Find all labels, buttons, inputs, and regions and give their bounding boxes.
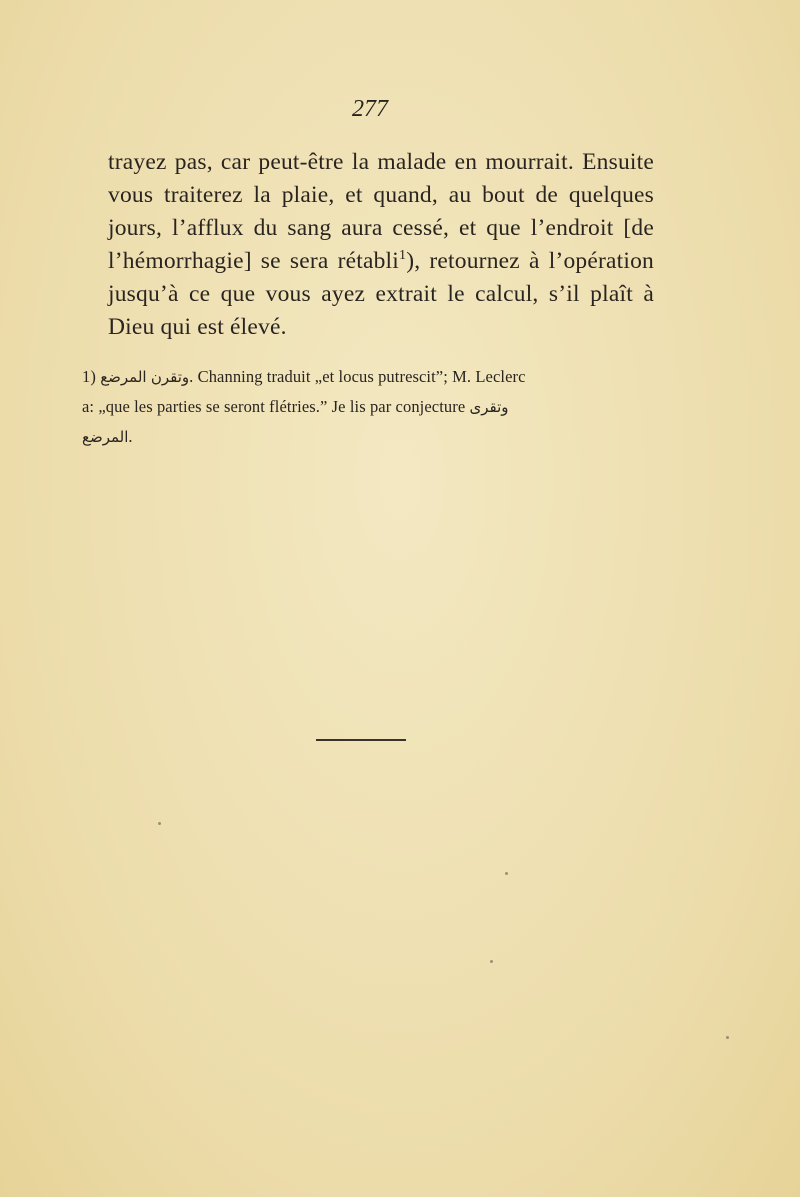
body-text bbox=[108, 146, 654, 344]
arabic-word: وتقرن bbox=[150, 368, 190, 386]
page-number: 277 bbox=[352, 96, 388, 122]
arabic-word: المرضع bbox=[82, 428, 129, 446]
text-line: Dieu qui est élevé. bbox=[108, 314, 287, 340]
footnote bbox=[82, 362, 526, 452]
separator-rule bbox=[316, 739, 406, 741]
text-fragment: ), retournez à l’opération bbox=[406, 248, 654, 274]
footnote-reference: 1 bbox=[399, 248, 407, 264]
arabic-word: المرضع bbox=[100, 368, 147, 386]
paper-speck bbox=[726, 1036, 729, 1039]
footnote-marker: 1) bbox=[82, 367, 96, 386]
text-line: vous traiterez la plaie, et quand, au bout de quelques bbox=[108, 182, 654, 208]
footnote-text: a: „que les parties se seront flétries.” Je lis par conjecture bbox=[82, 397, 466, 416]
text-line: jusqu’à ce que vous ayez extrait le calcul, s’il plaît à bbox=[108, 281, 654, 307]
paper-speck bbox=[490, 960, 493, 963]
footnote-text: . bbox=[128, 427, 133, 446]
text-line bbox=[108, 245, 654, 278]
text-fragment: l’hémorrhagie] se sera rétabli bbox=[108, 248, 399, 274]
footnote-line bbox=[82, 422, 526, 452]
paper-speck bbox=[505, 872, 508, 875]
paper-speck bbox=[158, 822, 161, 825]
text-line: jours, l’afflux du sang aura cessé, et que l’endroit [de bbox=[108, 215, 654, 241]
footnote-line bbox=[82, 392, 526, 422]
footnote-line bbox=[82, 362, 526, 392]
arabic-word: وتقرى bbox=[469, 398, 509, 416]
text-line: trayez pas, car peut-être la malade en mourrait. Ensuite bbox=[108, 149, 654, 175]
footnote-text: . Channing traduit „et locus putrescit”; M. Leclerc bbox=[189, 367, 526, 386]
